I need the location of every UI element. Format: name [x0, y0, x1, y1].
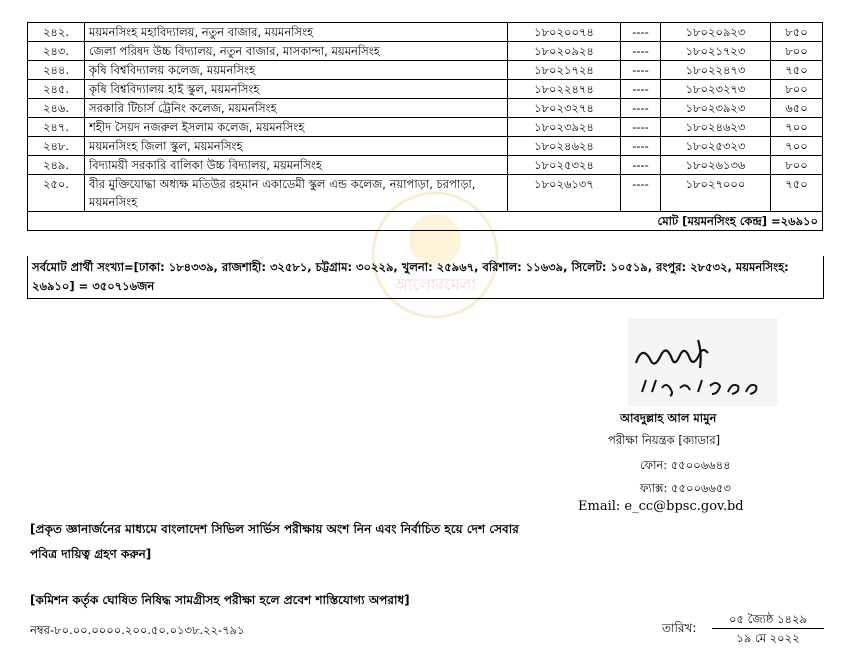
- serial-cell: ২৫০.: [28, 175, 85, 212]
- center-name-cell: ময়মনসিংহ জিলা স্কুল, ময়মনসিংহ: [85, 137, 508, 156]
- center-name-cell: সরকারি টিচার্স ট্রেনিং কলেজ, ময়মনসিংহ: [85, 99, 508, 118]
- roll-to-cell: ১৮০২৫৩২৩: [661, 137, 771, 156]
- roll-from-cell: ১৮০২০০৭৪: [508, 23, 621, 42]
- roll-from-cell: ১৮০২৩৯২৪: [508, 118, 621, 137]
- roll-from-cell: ১৮০২৫৩২৪: [508, 156, 621, 175]
- candidate-count-cell: ৬৫০: [771, 99, 823, 118]
- date-bangla: ০৫ জ্যৈষ্ঠ ১৪২৯: [712, 610, 824, 629]
- range-dash-cell: ----: [621, 80, 661, 99]
- center-name-cell: ময়মনসিংহ মহাবিদ্যালয়, নতুন বাজার, ময়মনসিংহ: [85, 23, 508, 42]
- roll-from-cell: ১৮০২৬১৩৭: [508, 175, 621, 212]
- memo-number: নম্বর-৮০.০০.০০০০.২০০.৫০.০১৩৮.২২-৭৯১: [30, 623, 245, 637]
- center-name-cell: জেলা পরিষদ উচ্চ বিদ্যালয়, নতুন বাজার, মাসকান্দা, ময়মনসিংহ: [85, 42, 508, 61]
- candidate-count-cell: ৮০০: [771, 80, 823, 99]
- range-dash-cell: ----: [621, 61, 661, 80]
- roll-to-cell: ১৮০২৪৬২৩: [661, 118, 771, 137]
- serial-cell: ২৪৮.: [28, 137, 85, 156]
- grand-total: সর্বমোট প্রার্থী সংখ্যা=[ঢাকা: ১৮৪৩৩৯, রাজশাহী: ৩২৫৮১, চট্টগ্রাম: ৩০২২৯, খুলনা: ২৫৯৬৭, বরিশাল: ১১৬৩৯, সিলেট: ১০৫১৯, রংপুর: ২৮৫৩২, ময়মনসিংহ: ২৬৯১০] = ৩৫০৭১৬জন: [27, 256, 824, 299]
- roll-to-cell: ১৮০২৩২৭৩: [661, 80, 771, 99]
- center-name-cell: বিদ্যাময়ী সরকারি বালিকা উচ্চ বিদ্যালয়, ময়মনসিংহ: [85, 156, 508, 175]
- serial-cell: ২৪৫.: [28, 80, 85, 99]
- candidate-count-cell: ৭০০: [771, 137, 823, 156]
- range-dash-cell: ----: [621, 118, 661, 137]
- officer-phone: ফোন: ৫৫০০৬৬৪৪: [640, 458, 731, 472]
- candidate-count-cell: ৮০০: [771, 42, 823, 61]
- candidate-count-cell: ৭৫০: [771, 61, 823, 80]
- serial-cell: ২৪৯.: [28, 156, 85, 175]
- candidate-count-cell: ৮৫০: [771, 23, 823, 42]
- date-english: ১৯ মে ২০২২: [736, 631, 800, 645]
- serial-cell: ২৪৩.: [28, 42, 85, 61]
- date-box: [712, 610, 824, 647]
- roll-from-cell: ১৮০২২৪৭৪: [508, 80, 621, 99]
- table-row: [28, 42, 823, 61]
- roll-to-cell: ১৮০২০৯২৩: [661, 23, 771, 42]
- officer-email[interactable]: Email: e_cc@bpsc.gov.bd: [578, 499, 744, 514]
- center-table: [27, 22, 823, 231]
- roll-from-cell: ১৮০২০৯২৪: [508, 42, 621, 61]
- date-label: তারিখ:: [662, 621, 697, 635]
- roll-from-cell: ১৮০২১৭২৪: [508, 61, 621, 80]
- center-name-cell: বীর মুক্তিযোদ্ধা অধ্যক্ষ মতিউর রহমান একাডেমী স্কুল এন্ড কলেজ, নয়াপাড়া, চরপাড়া, ময়মনসিংহ: [85, 175, 508, 212]
- range-dash-cell: ----: [621, 42, 661, 61]
- officer-fax: ফ্যাক্স: ৫৫০০৬৬৫৩: [640, 481, 731, 495]
- serial-cell: ২৪৭.: [28, 118, 85, 137]
- serial-cell: ২৪৪.: [28, 61, 85, 80]
- range-dash-cell: ----: [621, 175, 661, 212]
- officer-title: পরীক্ষা নিয়ন্ত্রক [ক্যাডার]: [608, 433, 721, 447]
- notice-prohibited-items: [কমিশন কর্তৃক ঘোষিত নিষিদ্ধ সামগ্রীসহ পরীক্ষা হলে প্রবেশ শাস্তিযোগ্য অপরাধ]: [30, 593, 410, 607]
- center-total: মোট [ময়মনসিংহ কেন্দ্র] =২৬৯১০: [28, 212, 823, 231]
- center-name-cell: কৃষি বিশ্ববিদ্যালয় কলেজ, ময়মনসিংহ: [85, 61, 508, 80]
- roll-to-cell: ১৮০২২৪৭৩: [661, 61, 771, 80]
- roll-from-cell: ১৮০২৩২৭৪: [508, 99, 621, 118]
- officer-name: আবদুল্লাহ আল মামুন: [620, 411, 717, 425]
- table-row: [28, 175, 823, 212]
- roll-to-cell: ১৮০২৬১৩৬: [661, 156, 771, 175]
- range-dash-cell: ----: [621, 99, 661, 118]
- table-row: [28, 99, 823, 118]
- center-total-row: [28, 212, 823, 231]
- serial-cell: ২৪২.: [28, 23, 85, 42]
- roll-to-cell: ১৮০২৩৯২৩: [661, 99, 771, 118]
- candidate-count-cell: ৭০০: [771, 118, 823, 137]
- roll-to-cell: ১৮০২৭০০০: [661, 175, 771, 212]
- table-row: [28, 118, 823, 137]
- table-row: [28, 80, 823, 99]
- table-row: [28, 23, 823, 42]
- candidate-count-cell: ৭৫০: [771, 175, 823, 212]
- range-dash-cell: ----: [621, 156, 661, 175]
- table-row: [28, 156, 823, 175]
- table-row: [28, 137, 823, 156]
- range-dash-cell: ----: [621, 137, 661, 156]
- roll-to-cell: ১৮০২১৭২৩: [661, 42, 771, 61]
- notice-civil-service: [প্রকৃত জ্ঞানার্জনের মাধ্যমে বাংলাদেশ সিভিল সার্ভিস পরীক্ষায় অংশ নিন এবং নির্বাচিত হয়ে দেশ সেবার পবিত্র দায়িত্ব গ্রহণ করুন]: [30, 522, 519, 561]
- center-name-cell: কৃষি বিশ্ববিদ্যালয় হাই স্কুল, ময়মনসিংহ: [85, 80, 508, 99]
- signature-image: [628, 318, 778, 406]
- candidate-count-cell: ৮০০: [771, 156, 823, 175]
- center-name-cell: শহীদ সৈয়দ নজরুল ইসলাম কলেজ, ময়মনসিংহ: [85, 118, 508, 137]
- watermark-text: আলোরমেলা: [393, 275, 477, 294]
- table-row: [28, 61, 823, 80]
- serial-cell: ২৪৬.: [28, 99, 85, 118]
- range-dash-cell: ----: [621, 23, 661, 42]
- roll-from-cell: ১৮০২৪৬২৪: [508, 137, 621, 156]
